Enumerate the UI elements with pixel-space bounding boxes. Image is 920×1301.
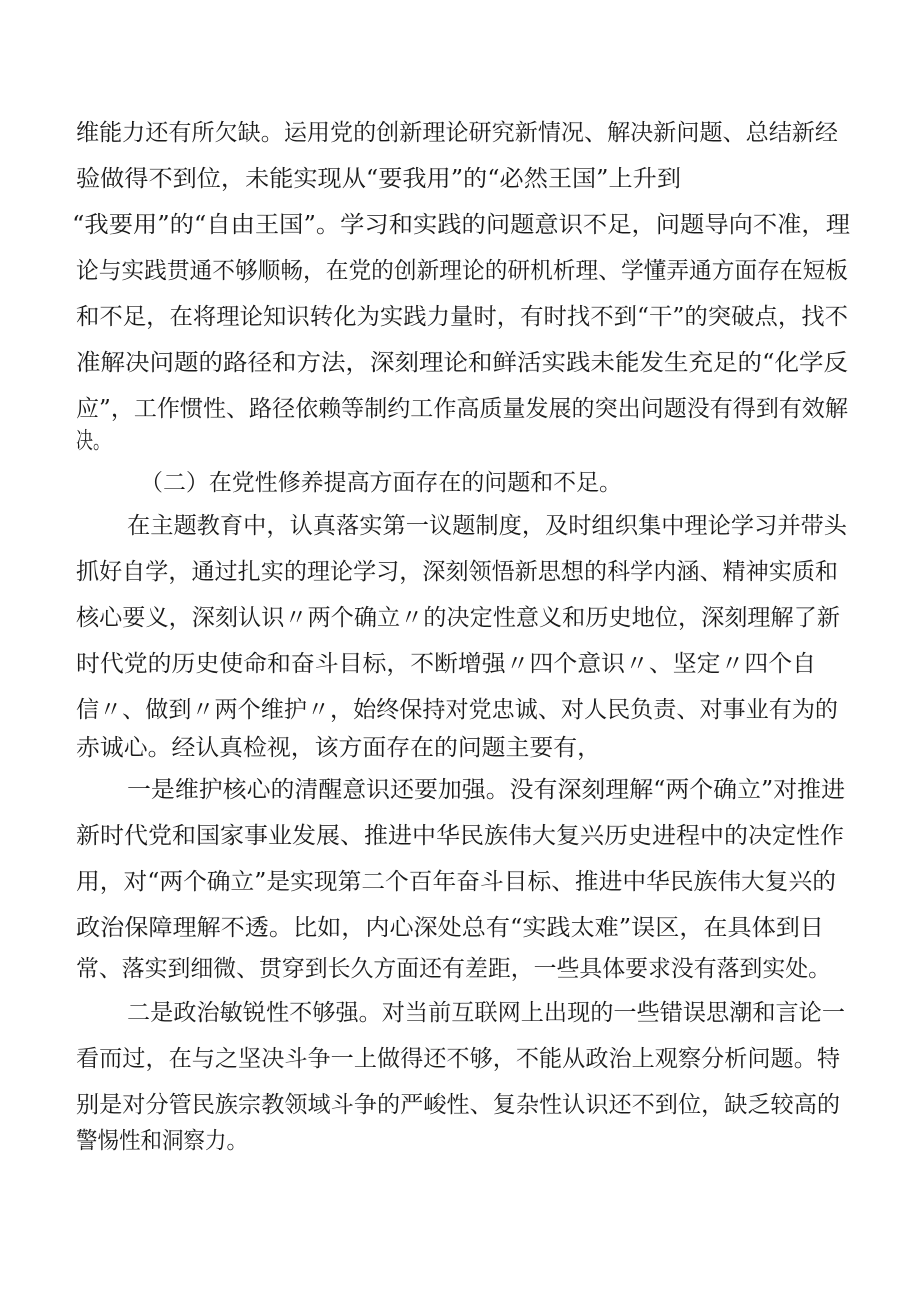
line-text: 验做得不到位，未能实现从“要我用”的“必然王国”上升到 <box>76 166 681 192</box>
text-line <box>0 251 920 291</box>
text-line <box>0 1039 920 1079</box>
text-line <box>0 690 920 730</box>
text-line <box>0 113 920 153</box>
line-text: 核心要义，深刻认识〃两个确立〃的决定性意义和历史地位，深刻理解了新 <box>76 605 840 631</box>
line-text: 维能力还有所欠缺。运用党的创新理论研究新情况、解决新问题、总结新经 <box>76 120 839 146</box>
line-text: 在主题教育中，认真落实第一议题制度，及时组织集中理论学习并带头 <box>127 513 848 539</box>
text-line <box>0 598 920 638</box>
text-line <box>0 908 920 948</box>
text-line <box>0 816 920 856</box>
text-line <box>0 297 920 337</box>
line-text: 和不足，在将理论知识转化为实践力量时，有时找不到“干”的突破点，找不 <box>76 304 849 330</box>
line-text: 新时代党和国家事业发展、推进中华民族伟大复兴历史进程中的决定性作 <box>76 823 844 849</box>
line-text: 用，对“两个确立”是实现第二个百年奋斗目标、推进中华民族伟大复兴的 <box>76 869 836 895</box>
text-line <box>0 770 920 810</box>
text-line <box>0 644 920 684</box>
text-line <box>0 862 920 902</box>
text-line <box>0 205 920 245</box>
text-line <box>0 728 920 768</box>
text-line <box>0 343 920 383</box>
section-heading <box>0 463 920 503</box>
line-text: 论与实践贯通不够顺畅，在党的创新理论的研机析理、学懂弄通方面存在短板 <box>76 258 848 284</box>
line-text: 信〃、做到〃两个维护〃，始终保持对党忠诚、对人民负责、对事业有为的 <box>76 697 839 723</box>
line-text: 二是政治敏锐性不够强。对当前互联网上出现的一些错误思潮和言论一 <box>127 1000 845 1026</box>
line-text: 警惕性和洞察力。 <box>76 1128 248 1154</box>
text-line <box>0 949 920 989</box>
line-text: 一是维护核心的清醒意识还要加强。没有深刻理解“两个确立”对推进 <box>127 777 845 803</box>
text-line <box>0 1121 920 1161</box>
line-text: 常、落实到细微、贯穿到长久方面还有差距，一些具体要求没有落到实处。 <box>76 956 831 982</box>
text-line <box>0 993 920 1033</box>
text-line <box>0 552 920 592</box>
text-line <box>0 159 920 199</box>
line-text: “我要用”的“自由王国”。学习和实践的问题意识不足，问题导向不准，理 <box>72 212 850 238</box>
line-text: 政治保障理解不透。比如，内心深处总有“实践太难”误区，在具体到日 <box>76 915 824 941</box>
section-heading-text: （二）在党性修养提高方面存在的问题和不足。 <box>140 470 622 496</box>
text-line <box>0 506 920 546</box>
line-text: 赤诚心。经认真检视，该方面存在的问题主要有， <box>76 735 601 761</box>
line-text: 时代党的历史使命和奋斗目标，不断增强〃四个意识〃、坚定〃四个自 <box>76 651 816 677</box>
text-line <box>0 1085 920 1125</box>
text-line <box>0 421 920 461</box>
line-text: 别是对分管民族宗教领域斗争的严峻性、复杂性认识还不到位，缺乏较高的 <box>76 1092 840 1118</box>
line-text: 决。 <box>76 428 110 454</box>
line-text: 应”，工作惯性、路径依赖等制约工作高质量发展的突出问题没有得到有效解 <box>76 396 848 422</box>
line-text: 看而过，在与之坚决斗争一上做得还不够，不能从政治上观察分析问题。特 <box>76 1046 840 1072</box>
line-text: 抓好自学，通过扎实的理论学习，深刻领悟新思想的科学内涵、精神实质和 <box>76 559 839 585</box>
line-text: 准解决问题的路径和方法，深刻理论和鲜活实践未能发生充足的“化学反 <box>76 350 848 376</box>
